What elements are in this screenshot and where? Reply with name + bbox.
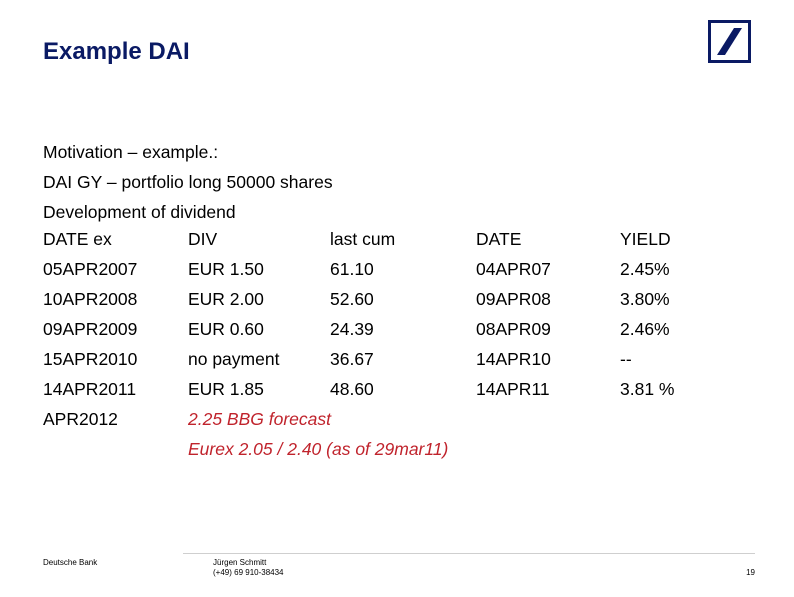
table-cell: EUR 1.85 bbox=[188, 379, 264, 399]
table-cell: EUR 2.00 bbox=[188, 289, 264, 309]
table-cell: 05APR2007 bbox=[43, 259, 138, 279]
table-cell: 48.60 bbox=[330, 379, 374, 399]
page-number: 19 bbox=[746, 568, 755, 577]
table-cell: 36.67 bbox=[330, 349, 374, 369]
forecast-eurex: Eurex 2.05 / 2.40 (as of 29mar11) bbox=[188, 439, 449, 459]
table-cell: 14APR10 bbox=[476, 349, 551, 369]
intro-line-motivation: Motivation – example.: bbox=[43, 142, 219, 162]
table-cell: no payment bbox=[188, 349, 280, 369]
table-cell: 09APR08 bbox=[476, 289, 551, 309]
table-cell: 3.81 % bbox=[620, 379, 675, 399]
table-cell: 24.39 bbox=[330, 319, 374, 339]
table-cell: EUR 1.50 bbox=[188, 259, 264, 279]
intro-line-development: Development of dividend bbox=[43, 202, 236, 222]
deutsche-bank-logo-icon bbox=[708, 20, 751, 63]
column-header: last cum bbox=[330, 229, 396, 249]
table-cell: 09APR2009 bbox=[43, 319, 138, 339]
table-cell: 2.45% bbox=[620, 259, 670, 279]
footer-phone: (+49) 69 910-38434 bbox=[213, 568, 284, 577]
slash-icon bbox=[711, 23, 748, 60]
table-cell: 10APR2008 bbox=[43, 289, 138, 309]
table-cell: -- bbox=[620, 349, 632, 369]
column-header: DATE ex bbox=[43, 229, 112, 249]
table-cell: 08APR09 bbox=[476, 319, 551, 339]
forecast-bbg: 2.25 BBG forecast bbox=[188, 409, 331, 429]
table-cell: 3.80% bbox=[620, 289, 670, 309]
table-cell: 15APR2010 bbox=[43, 349, 138, 369]
footer-author: Jürgen Schmitt bbox=[213, 558, 267, 567]
intro-line-portfolio: DAI GY – portfolio long 50000 shares bbox=[43, 172, 333, 192]
table-cell: 04APR07 bbox=[476, 259, 551, 279]
footer-company: Deutsche Bank bbox=[43, 558, 98, 567]
table-cell: 14APR11 bbox=[476, 379, 550, 399]
table-cell: 61.10 bbox=[330, 259, 374, 279]
column-header: DATE bbox=[476, 229, 522, 249]
table-cell: 52.60 bbox=[330, 289, 374, 309]
footer-divider bbox=[183, 553, 755, 554]
page-title: Example DAI bbox=[43, 38, 190, 65]
table-cell: 2.46% bbox=[620, 319, 670, 339]
column-header: YIELD bbox=[620, 229, 671, 249]
table-cell: EUR 0.60 bbox=[188, 319, 264, 339]
forecast-date: APR2012 bbox=[43, 409, 118, 429]
table-cell: 14APR2011 bbox=[43, 379, 137, 399]
column-header: DIV bbox=[188, 229, 218, 249]
